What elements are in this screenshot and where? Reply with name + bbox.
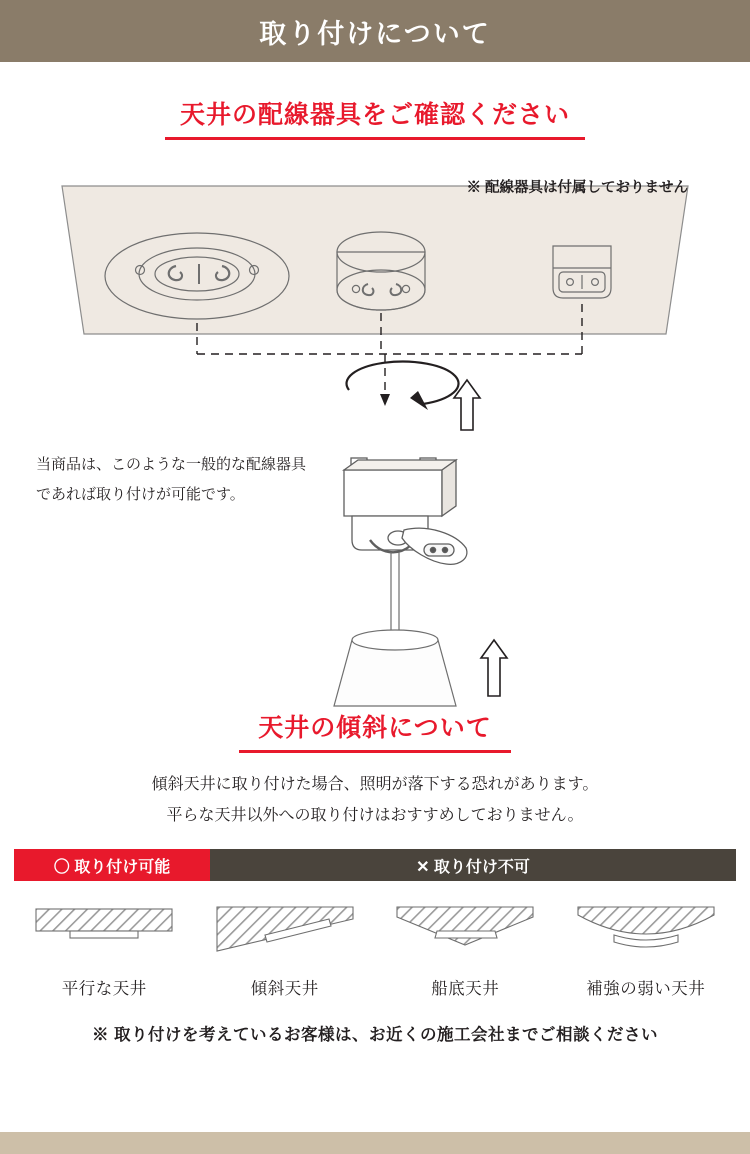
- section-heading-slope-label: 天井の傾斜について: [258, 714, 492, 742]
- table-cell-flat-caption: 平行な天井: [61, 980, 147, 999]
- table-cell-flat: [14, 895, 195, 999]
- section-heading-wiring: [0, 95, 750, 140]
- consult-contractor-note: ※ 取り付けを考えているお客様は、お近くの施工会社までご相談ください: [91, 1026, 659, 1045]
- fixture-not-included-note: ※ 配線器具は付属しておりません: [466, 180, 688, 196]
- table-cell-slope: [195, 895, 376, 999]
- page-title: 取り付けについて: [259, 18, 491, 49]
- general-wiring-note: 当商品は、このような一般的な配線器具であれば取り付けが可能です。: [36, 456, 307, 503]
- bottom-accent-bar: [0, 1132, 750, 1154]
- table-cell-slope-caption: 傾斜天井: [250, 980, 319, 999]
- heading-underline-2: [239, 750, 511, 753]
- wiring-figure: [0, 148, 750, 708]
- table-cell-vault: [375, 895, 556, 999]
- heading-underline: [165, 137, 585, 140]
- flat-ceiling-art: [14, 895, 195, 969]
- slope-description-line2: 平らな天井以外への取り付けはおすすめしておりません。: [166, 807, 584, 825]
- table-header-ng: ✕ 取り付け不可: [210, 849, 736, 881]
- table-cell-vault-caption: 船底天井: [431, 980, 500, 999]
- table-cells-row: [14, 895, 736, 999]
- table-header-ok: 〇 取り付け可能: [14, 849, 210, 881]
- section-heading-wiring-label: 天井の配線器具をご確認ください: [179, 101, 570, 129]
- weak-ceiling-art: [556, 895, 737, 969]
- vaulted-ceiling-art: [375, 895, 556, 969]
- slope-description: [0, 769, 750, 831]
- section-heading-slope: [0, 708, 750, 753]
- compatibility-table: [14, 849, 736, 999]
- table-cell-weak: [556, 895, 737, 999]
- slope-description-line1: 傾斜天井に取り付けた場合、照明が落下する恐れがあります。: [151, 776, 599, 793]
- table-header-row: [14, 849, 736, 881]
- wiring-illustration: [0, 148, 750, 708]
- table-cell-weak-caption: 補強の弱い天井: [586, 980, 706, 999]
- page-header: [0, 0, 750, 62]
- sloped-ceiling-art: [195, 895, 376, 969]
